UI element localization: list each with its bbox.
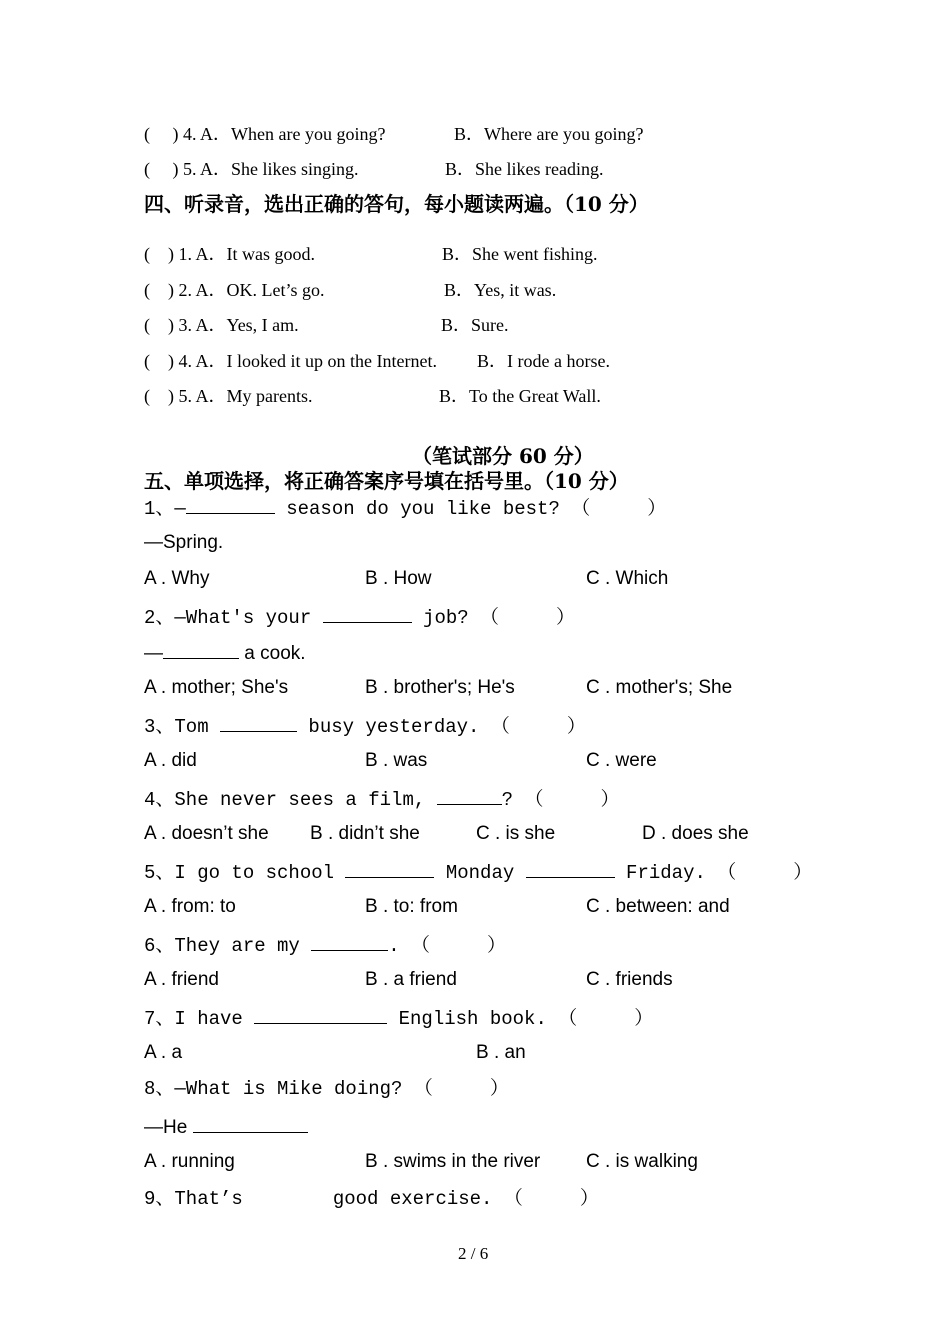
q8-option-c: C . is walking <box>586 1151 698 1172</box>
q2-answer: — a cook. <box>144 643 306 664</box>
q6-stem: 6、They are my . （ ） <box>144 935 507 957</box>
q1-option-c: C . Which <box>586 568 669 589</box>
q3-blank <box>220 715 297 732</box>
q6-option-a: A . friend <box>144 969 219 990</box>
q6-option-c: C . friends <box>586 969 673 990</box>
s4-q1-option-a: ( ) 1. A．It was good. <box>144 244 315 264</box>
q4-option-a: A . doesn’t she <box>144 823 269 844</box>
q1-answer: —Spring. <box>144 532 224 553</box>
q7-stem: 7、I have English book. （ ） <box>144 1008 654 1030</box>
q5-stem: 5、I go to school Monday Friday. （ ） <box>144 862 813 884</box>
s4-q2-option-a: ( ) 2. A．OK. Let’s go. <box>144 280 325 300</box>
s3-q5-option-a: ( ) 5. A．She likes singing. <box>144 159 359 179</box>
q1-option-a: A . Why <box>144 568 210 589</box>
q5-blank-1 <box>345 861 434 878</box>
s4-q5-option-b: B．To the Great Wall. <box>439 386 601 406</box>
s3-q4-option-a: ( ) 4. A．When are you going? <box>144 124 386 144</box>
s3-q4-option-b: B．Where are you going? <box>454 124 644 144</box>
q2-option-a: A . mother; She's <box>144 677 289 698</box>
q3-option-c: C . were <box>586 750 657 771</box>
q7-blank <box>254 1007 387 1024</box>
q2-answer-blank <box>163 642 239 659</box>
s4-q2-option-b: B．Yes, it was. <box>444 280 557 300</box>
q3-stem: 3、Tom busy yesterday. （ ） <box>144 716 586 738</box>
q5-blank-2 <box>526 861 615 878</box>
q1-option-b: B . How <box>365 568 432 589</box>
q8-option-b: B . swims in the river <box>365 1151 541 1172</box>
s3-q5-option-b: B．She likes reading. <box>445 159 604 179</box>
q9-stem: 9、That’s good exercise. （ ） <box>144 1188 599 1210</box>
s4-q3-option-b: B．Sure. <box>441 315 509 335</box>
s4-q1-option-b: B．She went fishing. <box>442 244 598 264</box>
q5-option-b: B . to: from <box>365 896 458 917</box>
q8-option-a: A . running <box>144 1151 235 1172</box>
q3-option-a: A . did <box>144 750 197 771</box>
section5-title: 五、单项选择，将正确答案序号填在括号里。（10 分） <box>144 469 629 493</box>
s4-q4-option-b: B．I rode a horse. <box>477 351 610 371</box>
q7-option-b: B . an <box>476 1042 526 1063</box>
q4-stem: 4、She never sees a film, ? （ ） <box>144 789 620 811</box>
s4-q4-option-a: ( ) 4. A．I looked it up on the Internet. <box>144 351 437 371</box>
q8-answer-blank <box>193 1116 308 1133</box>
q1-blank <box>186 497 275 514</box>
q8-stem: 8、—What is Mike doing? （ ） <box>144 1078 509 1100</box>
q2-option-b: B . brother's; He's <box>365 677 515 698</box>
q6-blank <box>311 934 388 951</box>
q3-option-b: B . was <box>365 750 428 771</box>
q4-option-c: C . is she <box>476 823 556 844</box>
q2-stem: 2、—What's your job? （ ） <box>144 607 576 629</box>
q4-blank <box>437 788 502 805</box>
s4-q5-option-a: ( ) 5. A．My parents. <box>144 386 313 406</box>
q8-answer: —He <box>144 1116 308 1137</box>
q5-option-a: A . from: to <box>144 896 236 917</box>
q7-option-a: A . a <box>144 1042 183 1063</box>
q6-option-b: B . a friend <box>365 969 457 990</box>
page-number: 2 / 6 <box>458 1244 489 1263</box>
q5-option-c: C . between: and <box>586 896 730 917</box>
q2-option-c: C . mother's; She <box>586 677 733 698</box>
q1-stem: 1、— season do you like best? （ ） <box>144 498 667 520</box>
q4-option-b: B . didn’t she <box>310 823 420 844</box>
section4-title: 四、听录音，选出正确的答句，每小题读两遍。（10 分） <box>144 192 649 216</box>
q2-blank <box>323 606 412 623</box>
written-part-title: （笔试部分 60 分） <box>412 444 594 468</box>
s4-q3-option-a: ( ) 3. A．Yes, I am. <box>144 315 299 335</box>
q4-option-d: D . does she <box>642 823 749 844</box>
